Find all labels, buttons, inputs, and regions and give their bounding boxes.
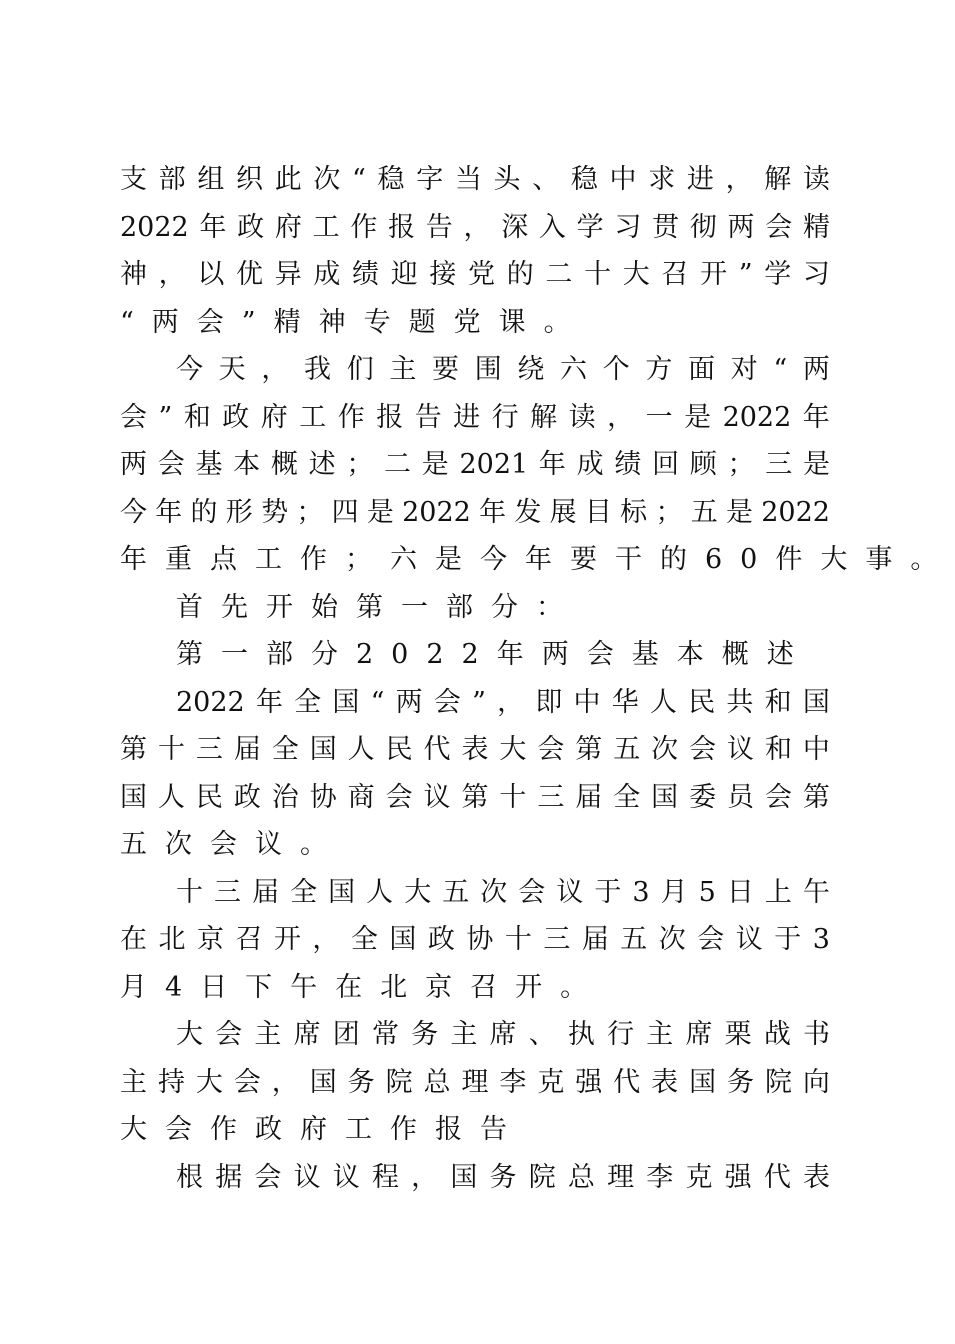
text-line: “两会”精神专题党课。 — [120, 306, 589, 338]
text-line: 月4日下午在北京召开。 — [120, 971, 606, 1003]
section-heading: 第一部分2022年两会基本概述 — [176, 639, 812, 670]
text-line: 今 年 的 形 势 ； 四 是 2022 年 发 展 目 标 ； 五 是 2022 — [120, 496, 830, 528]
paragraph-first-line: 十 三 届 全 国 人 大 五 次 会 议 于 3 月 5 日 上 午 — [176, 876, 830, 908]
text-line: 国 人 民 政 治 协 商 会 议 第 十 三 届 全 国 委 员 会 第 — [120, 781, 830, 813]
text-line: 第 十 三 届 全 国 人 民 代 表 大 会 第 五 次 会 议 和 中 — [120, 734, 830, 765]
text-line: 主 持 大 会 ， 国 务 院 总 理 李 克 强 代 表 国 务 院 向 — [120, 1066, 830, 1098]
paragraph-first-line: 大 会 主 席 团 常 务 主 席 、 执 行 主 席 栗 战 书 — [176, 1019, 830, 1050]
document-body — [120, 156, 955, 1201]
text-line: 年重点工作；六是今年要干的60件大事。 — [120, 544, 955, 575]
text-line: 五次会议。 — [120, 829, 345, 860]
text-line: 神 ， 以 优 异 成 绩 迎 接 党 的 二 十 大 召 开 ” 学 习 — [120, 259, 830, 290]
text-line: 在 北 京 召 开 ， 全 国 政 协 十 三 届 五 次 会 议 于 3 — [120, 924, 830, 955]
paragraph-first-line: 首先开始第一部分： — [176, 591, 581, 623]
text-line: 2022 年 政 府 工 作 报 告 ， 深 入 学 习 贯 彻 两 会 精 — [120, 211, 830, 243]
text-line: 两 会 基 本 概 述 ； 二 是 2021 年 成 绩 回 顾 ； 三 是 — [120, 449, 830, 480]
text-line: 支 部 组 织 此 次 “ 稳 字 当 头 、 稳 中 求 进 ， 解 读 — [120, 164, 830, 195]
paragraph-first-line: 2022 年 全 国 “ 两 会 ” ， 即 中 华 人 民 共 和 国 — [176, 686, 830, 718]
paragraph-first-line: 今 天 ， 我 们 主 要 围 绕 六 个 方 面 对 “ 两 — [176, 354, 830, 385]
text-line: 会 ” 和 政 府 工 作 报 告 进 行 解 读 ， 一 是 2022 年 — [120, 401, 830, 433]
paragraph-first-line: 根 据 会 议 议 程 ， 国 务 院 总 理 李 克 强 代 表 — [176, 1161, 830, 1193]
text-line: 大会作政府工作报告 — [120, 1114, 525, 1145]
